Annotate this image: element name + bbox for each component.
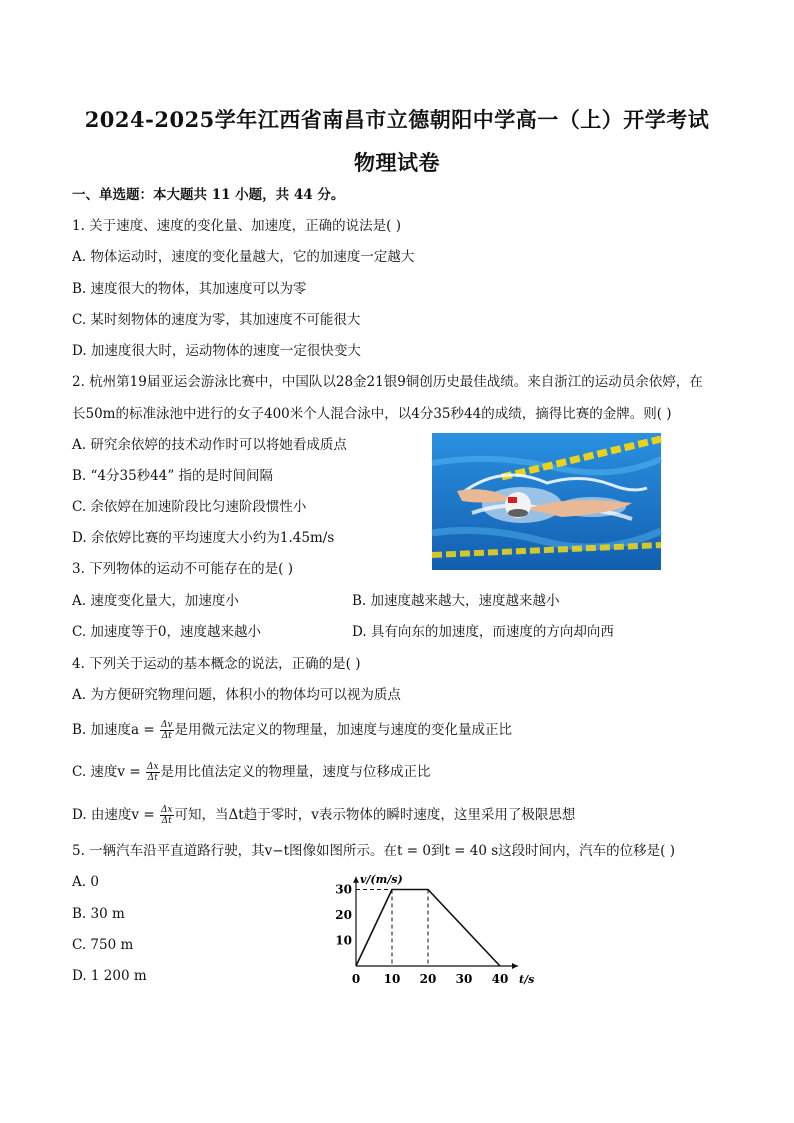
- x-axis-label: t/s: [519, 973, 535, 986]
- fraction-numerator: Δx: [160, 805, 173, 815]
- q4-option-d-suffix: 可知，当Δt趋于零时，v表示物体的瞬时速度，这里采用了极限思想: [174, 807, 576, 823]
- q5-stem: 5. 一辆汽车沿平直道路行驶，其v−t图像如图所示。在t = 0到t = 40 s这段时间内，汽车的位移是( ): [72, 843, 675, 859]
- q1-option-d: D. 加速度很大时，运动物体的速度一定很快变大: [72, 343, 361, 359]
- y-tick-label: 10: [335, 933, 352, 948]
- q4-option-c-prefix: C. 速度v =: [72, 764, 145, 780]
- q4-option-c-fraction: [146, 762, 160, 783]
- section-heading: 一、单选题：本大题共 11 小题，共 44 分。: [72, 187, 345, 203]
- vt-graph-svg: [330, 866, 535, 992]
- x-tick-label: 0: [351, 972, 361, 986]
- q2-stem-line2: 长50m的标准泳池中进行的女子400米个人混合泳中，以4分35秒44的成绩，摘得比赛的金牌。则( ): [72, 406, 672, 422]
- q3-option-d: D. 具有向东的加速度，而速度的方向却向西: [352, 624, 614, 640]
- q2-option-c: C. 余依婷在加速阶段比匀速阶段惯性小: [72, 499, 307, 515]
- q2-option-b: B. “4分35秒44” 指的是时间间隔: [72, 468, 274, 484]
- exam-subject: 物理试卷: [354, 150, 440, 175]
- q4-option-c-suffix: 是用比值法定义的物理量，速度与位移成正比: [160, 764, 431, 780]
- q4-option-b-suffix: 是用微元法定义的物理量，加速度与速度的变化量成正比: [174, 722, 513, 738]
- q5-option-a: A. 0: [72, 874, 99, 890]
- q5-option-c: C. 750 m: [72, 937, 134, 953]
- q1-option-b: B. 速度很大的物体，其加速度可以为零: [72, 281, 307, 297]
- q1-option-a: A. 物体运动时，速度的变化量越大，它的加速度一定越大: [72, 249, 415, 265]
- q2-stem-line1: 2. 杭州第19届亚运会游泳比赛中，中国队以28金21银9铜创历史最佳战绩。来自浙江的运动员余依婷，在: [72, 374, 703, 390]
- fraction-denominator: Δt: [161, 816, 172, 826]
- q5-option-b: B. 30 m: [72, 906, 125, 922]
- q4-option-d: [72, 805, 575, 826]
- q4-option-d-fraction: [160, 805, 174, 826]
- fraction-denominator: Δt: [147, 773, 158, 783]
- y-tick-label: 20: [335, 908, 352, 922]
- q3-stem: 3. 下列物体的运动不可能存在的是( ): [72, 561, 293, 577]
- q4-option-c: [72, 762, 431, 783]
- q4-option-d-prefix: D. 由速度v =: [72, 807, 159, 823]
- swimmer-photo: [432, 433, 661, 570]
- q1-stem: 1. 关于速度、速度的变化量、加速度，正确的说法是( ): [72, 218, 401, 234]
- q5-option-d: D. 1 200 m: [72, 968, 147, 984]
- y-axis-arrow: [353, 877, 359, 883]
- y-axis-label: v/(m/s): [360, 872, 403, 886]
- q3-option-b: B. 加速度越来越大，速度越来越小: [352, 593, 560, 609]
- q3-option-c: C. 加速度等于0，速度越来越小: [72, 624, 262, 640]
- x-tick-label: 20: [419, 972, 437, 986]
- vt-graph: [330, 866, 535, 992]
- x-axis-arrow: [512, 963, 518, 969]
- q4-option-b-fraction: [160, 720, 174, 741]
- q3-option-a: A. 速度变化量大，加速度小: [72, 593, 239, 609]
- q4-option-b: [72, 720, 512, 741]
- x-tick-label: 30: [455, 972, 473, 986]
- fraction-denominator: Δt: [161, 731, 172, 741]
- q1-option-c: C. 某时刻物体的速度为零，其加速度不可能很大: [72, 312, 361, 328]
- fraction-numerator: Δv: [160, 720, 173, 730]
- exam-title: 2024-2025学年江西省南昌市立德朝阳中学高一（上）开学考试: [84, 107, 710, 132]
- q4-stem: 4. 下列关于运动的基本概念的说法，正确的是( ): [72, 656, 361, 672]
- y-tick-label: 30: [335, 882, 352, 897]
- q4-option-b-prefix: B. 加速度a =: [72, 722, 159, 738]
- q2-option-d: D. 余依婷比赛的平均速度大小约为1.45m/s: [72, 530, 335, 546]
- fraction-numerator: Δx: [146, 762, 159, 772]
- q4-option-a: A. 为方便研究物理问题，体积小的物体均可以视为质点: [72, 687, 401, 703]
- q2-option-a: A. 研究余依婷的技术动作时可以将她看成质点: [72, 437, 347, 453]
- x-tick-label: 10: [383, 972, 401, 986]
- x-tick-label: 40: [491, 972, 509, 986]
